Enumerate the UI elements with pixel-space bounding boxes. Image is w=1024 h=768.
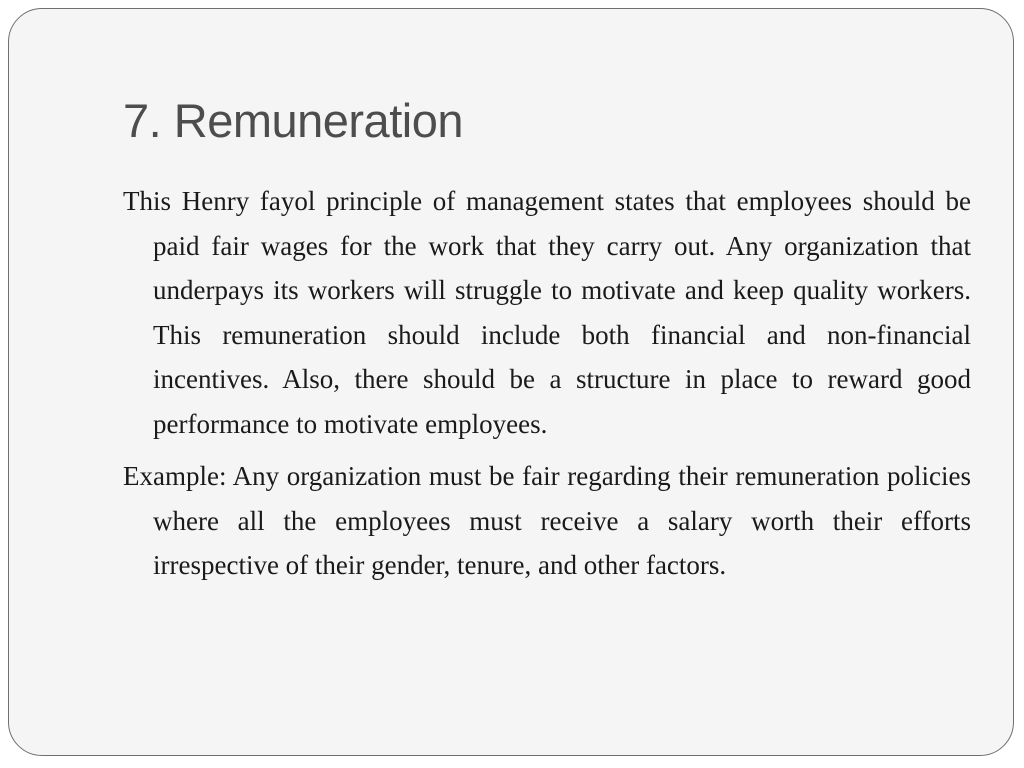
slide-body bbox=[123, 179, 971, 596]
body-paragraph-principle: This Henry fayol principle of management states that employees should be paid fair wages for the work that they carry out. Any organization that underpays its workers will struggle to motivate and keep quality workers. This remuneration should include both financial and non-financial incentives. Also, there should be a structure in place to reward good performance to motivate employees. bbox=[123, 186, 971, 439]
slide-title: 7. Remuneration bbox=[123, 94, 463, 147]
slide-frame bbox=[8, 8, 1014, 756]
body-paragraph-example: Example: Any organization must be fair regarding their remuneration policies where all the employees must receive a salary worth their efforts irrespective of their gender, tenure, and other factors. bbox=[123, 461, 971, 580]
